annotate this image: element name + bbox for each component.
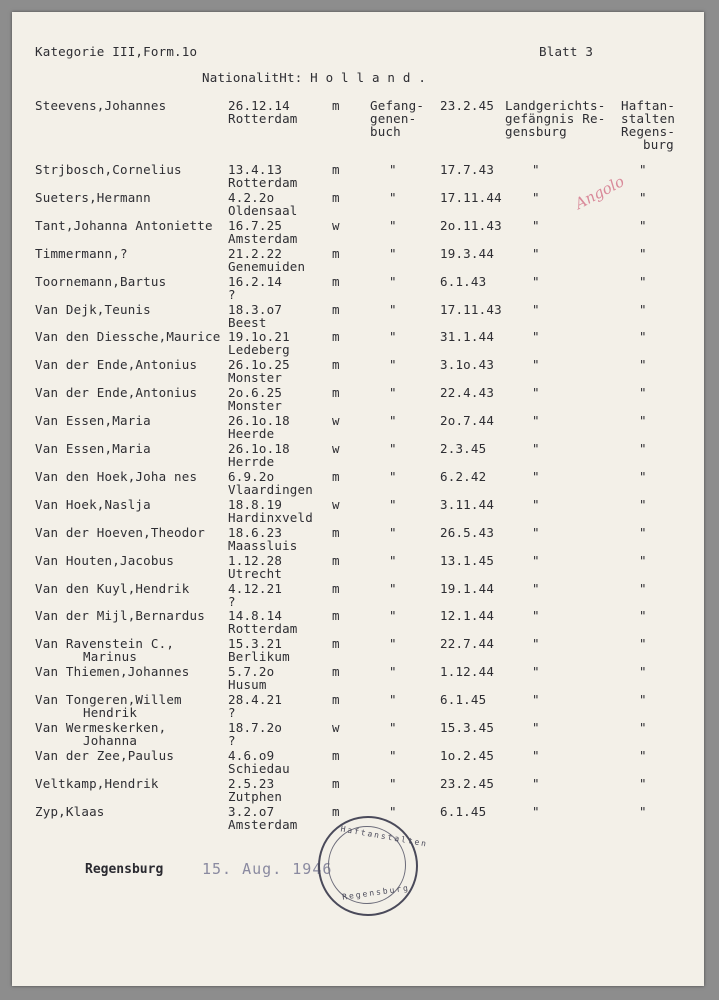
row-haft-ditto: " [639, 775, 647, 791]
row-birth-date: 15.3.21 [228, 636, 283, 652]
first-row-name: Steevens,Johannes [35, 98, 167, 113]
row-name: Van Essen,Maria [35, 413, 151, 429]
row-haft-ditto: " [639, 496, 647, 512]
row-birth-date: 18.7.2o [228, 720, 283, 735]
row-book-ditto: " [389, 580, 397, 596]
row-land-ditto: " [532, 636, 540, 652]
row-land-ditto: " [532, 189, 540, 205]
table-row [12, 720, 704, 748]
table-row [12, 441, 704, 469]
row-date: 1.12.44 [440, 664, 495, 680]
row-name: Toornemann,Bartus [35, 273, 167, 289]
row-birth-place: Husum [228, 677, 267, 693]
row-haft-ditto: " [639, 692, 647, 708]
row-haft-ditto: " [639, 524, 647, 540]
row-land-ditto: " [532, 664, 540, 680]
table-row [12, 553, 704, 581]
row-haft-ditto: " [639, 803, 647, 819]
row-name: Van den Hoek,Joha nes [35, 468, 198, 484]
row-haft-ditto: " [639, 329, 647, 345]
row-name: Van der Ende,Antonius [35, 385, 198, 401]
row-book-ditto: " [389, 636, 397, 652]
row-birth-date: 4.2.2o [228, 189, 275, 205]
row-book-ditto: " [389, 245, 397, 261]
row-name-continued: Johanna [83, 733, 138, 748]
row-date: 2o.11.43 [440, 217, 502, 233]
row-date: 2.3.45 [440, 441, 487, 456]
row-haft-ditto: " [639, 747, 647, 763]
row-sex: w [332, 720, 340, 735]
row-birth-date: 16.7.25 [228, 217, 283, 233]
row-sex: m [332, 468, 340, 484]
row-birth-place: Rotterdam [228, 621, 298, 637]
row-birth-date: 13.4.13 [228, 162, 283, 177]
row-sex: w [332, 217, 340, 233]
row-birth-place: ? [228, 705, 236, 721]
table-row [12, 748, 704, 776]
row-name: Zyp,Klaas [35, 803, 105, 819]
column-book-line1: Gefang- [370, 98, 425, 113]
row-sex: m [332, 245, 340, 261]
row-land-ditto: " [532, 775, 540, 791]
row-land-ditto: " [532, 357, 540, 373]
official-stamp [318, 816, 429, 916]
row-birth-date: 3.2.o7 [228, 803, 275, 819]
row-haft-ditto: " [639, 162, 647, 177]
column-land-line3: gensburg [505, 124, 567, 139]
row-date: 13.1.45 [440, 552, 495, 568]
table-row [12, 525, 704, 553]
row-book-ditto: " [389, 189, 397, 205]
row-birth-place: ? [228, 593, 236, 609]
row-name: Van der Ende,Antonius [35, 357, 198, 373]
row-date: 17.7.43 [440, 162, 495, 177]
stamp-text-top: Haftanstalten [339, 824, 429, 849]
row-name: Van Ravenstein C., [35, 636, 175, 652]
row-sex: m [332, 775, 340, 791]
row-sex: w [332, 413, 340, 429]
row-haft-ditto: " [639, 273, 647, 289]
row-land-ditto: " [532, 803, 540, 819]
table-row [12, 413, 704, 441]
row-land-ditto: " [532, 747, 540, 763]
row-date: 1o.2.45 [440, 747, 495, 763]
row-book-ditto: " [389, 468, 397, 484]
row-name: Timmermann,? [35, 245, 128, 261]
row-date: 26.5.43 [440, 524, 495, 540]
row-sex: m [332, 524, 340, 540]
row-haft-ditto: " [639, 189, 647, 205]
row-sex: m [332, 803, 340, 819]
table-row [12, 357, 704, 385]
row-sex: m [332, 189, 340, 205]
row-sex: m [332, 692, 340, 708]
row-name: Sueters,Hermann [35, 189, 151, 205]
row-haft-ditto: " [639, 301, 647, 317]
row-sex: m [332, 162, 340, 177]
row-book-ditto: " [389, 720, 397, 735]
row-birth-date: 18.6.23 [228, 524, 283, 540]
column-book-line2: genen- [370, 111, 417, 126]
row-birth-date: 2.5.23 [228, 775, 275, 791]
row-birth-place: Maassluis [228, 537, 298, 553]
nationality-heading: NationalitHt: H o l l a n d . [202, 70, 427, 85]
row-book-ditto: " [389, 357, 397, 373]
first-row-sex: m [332, 98, 340, 113]
row-birth-date: 2o.6.25 [228, 385, 283, 401]
first-row-date: 26.12.14 [228, 98, 290, 113]
row-birth-place: Beest [228, 314, 267, 330]
first-row-place: Rotterdam [228, 111, 298, 126]
row-haft-ditto: " [639, 664, 647, 680]
row-haft-ditto: " [639, 608, 647, 624]
row-haft-ditto: " [639, 468, 647, 484]
row-sex: m [332, 747, 340, 763]
row-book-ditto: " [389, 496, 397, 512]
row-name: Van Houten,Jacobus [35, 552, 175, 568]
row-book-ditto: " [389, 162, 397, 177]
row-land-ditto: " [532, 552, 540, 568]
row-date: 17.11.44 [440, 189, 502, 205]
row-book-ditto: " [389, 664, 397, 680]
row-birth-date: 1.12.28 [228, 552, 283, 568]
table-row [12, 692, 704, 720]
row-haft-ditto: " [639, 580, 647, 596]
row-birth-place: Berlikum [228, 649, 290, 665]
row-sex: w [332, 441, 340, 456]
row-name: Strjbosch,Cornelius [35, 162, 182, 177]
row-birth-date: 26.1o.18 [228, 413, 290, 429]
row-haft-ditto: " [639, 552, 647, 568]
table-row [12, 274, 704, 302]
row-birth-date: 28.4.21 [228, 692, 283, 708]
row-book-ditto: " [389, 385, 397, 401]
row-birth-date: 4.12.21 [228, 580, 283, 596]
row-land-ditto: " [532, 217, 540, 233]
row-birth-date: 26.1o.18 [228, 441, 290, 456]
row-name-continued: Hendrik [83, 705, 138, 721]
row-date: 6.1.45 [440, 692, 487, 708]
row-sex: w [332, 496, 340, 512]
row-name: Van den Kuyl,Hendrik [35, 580, 190, 596]
row-birth-date: 6.9.2o [228, 468, 275, 484]
row-land-ditto: " [532, 301, 540, 317]
row-land-ditto: " [532, 273, 540, 289]
row-birth-date: 4.6.o9 [228, 747, 275, 763]
row-haft-ditto: " [639, 720, 647, 735]
row-birth-place: ? [228, 286, 236, 302]
row-birth-place: Zutphen [228, 788, 283, 804]
row-land-ditto: " [532, 692, 540, 708]
row-name-continued: Marinus [83, 649, 138, 665]
document-page [12, 12, 704, 986]
column-haft-line2: stalten [621, 111, 676, 126]
row-birth-place: Utrecht [228, 565, 283, 581]
row-haft-ditto: " [639, 636, 647, 652]
row-book-ditto: " [389, 441, 397, 456]
row-land-ditto: " [532, 162, 540, 177]
row-land-ditto: " [532, 413, 540, 429]
row-book-ditto: " [389, 413, 397, 429]
row-land-ditto: " [532, 580, 540, 596]
table-row [12, 246, 704, 274]
row-haft-ditto: " [639, 413, 647, 429]
row-book-ditto: " [389, 775, 397, 791]
row-land-ditto: " [532, 441, 540, 456]
sheet-number: Blatt 3 [539, 44, 594, 59]
row-name: Van Essen,Maria [35, 441, 151, 456]
row-date: 3.11.44 [440, 496, 495, 512]
row-book-ditto: " [389, 747, 397, 763]
row-date: 19.3.44 [440, 245, 495, 261]
row-birth-place: Vlaardingen [228, 481, 313, 497]
row-book-ditto: " [389, 524, 397, 540]
row-birth-place: ? [228, 733, 236, 748]
row-land-ditto: " [532, 720, 540, 735]
row-birth-date: 5.7.2o [228, 664, 275, 680]
table-row [12, 302, 704, 330]
row-sex: m [332, 329, 340, 345]
row-sex: m [332, 580, 340, 596]
row-birth-date: 14.8.14 [228, 608, 283, 624]
table-row [12, 664, 704, 692]
row-birth-place: Monster [228, 398, 283, 414]
row-name: Van der Hoeven,Theodor [35, 524, 205, 540]
column-haft-line1: Haftan- [621, 98, 676, 113]
row-name: Van Tongeren,Willem [35, 692, 182, 708]
row-name: Van den Diessche,Maurice [35, 329, 221, 345]
row-birth-place: Amsterdam [228, 816, 298, 832]
row-date: 19.1.44 [440, 580, 495, 596]
row-haft-ditto: " [639, 385, 647, 401]
table-row [12, 497, 704, 525]
row-book-ditto: " [389, 329, 397, 345]
row-sex: m [332, 608, 340, 624]
row-land-ditto: " [532, 608, 540, 624]
row-birth-place: Ledeberg [228, 342, 290, 358]
row-name: Van der Mijl,Bernardus [35, 608, 205, 624]
row-birth-place: Rotterdam [228, 175, 298, 190]
row-book-ditto: " [389, 608, 397, 624]
row-sex: m [332, 385, 340, 401]
row-date: 2o.7.44 [440, 413, 495, 429]
row-name: Van der Zee,Paulus [35, 747, 175, 763]
row-land-ditto: " [532, 468, 540, 484]
table-row [12, 636, 704, 664]
row-date: 22.7.44 [440, 636, 495, 652]
row-haft-ditto: " [639, 245, 647, 261]
row-sex: m [332, 273, 340, 289]
column-haft-line4: burg [643, 137, 674, 152]
row-birth-date: 18.3.o7 [228, 301, 283, 317]
row-birth-place: Genemuiden [228, 258, 306, 274]
table-row [12, 776, 704, 804]
row-book-ditto: " [389, 217, 397, 233]
row-date: 6.2.42 [440, 468, 487, 484]
row-land-ditto: " [532, 329, 540, 345]
table-row [12, 329, 704, 357]
row-name: Van Dejk,Teunis [35, 301, 151, 317]
row-birth-place: Heerde [228, 426, 275, 442]
row-name: Van Wermeskerken, [35, 720, 167, 735]
first-row-date2: 23.2.45 [440, 98, 495, 113]
stamp-text-bottom: Regensburg [341, 883, 411, 902]
row-name: Tant,Johanna Antoniette [35, 217, 213, 233]
table-row [12, 218, 704, 246]
row-sex: m [332, 664, 340, 680]
row-sex: m [332, 301, 340, 317]
row-birth-date: 16.2.14 [228, 273, 283, 289]
row-land-ditto: " [532, 496, 540, 512]
row-birth-place: Amsterdam [228, 230, 298, 246]
row-date: 31.1.44 [440, 329, 495, 345]
table-row [12, 581, 704, 609]
table-row [12, 385, 704, 413]
row-birth-date: 21.2.22 [228, 245, 283, 261]
row-date: 6.1.45 [440, 803, 487, 819]
row-date: 12.1.44 [440, 608, 495, 624]
row-name: Van Thiemen,Johannes [35, 664, 190, 680]
row-book-ditto: " [389, 803, 397, 819]
row-land-ditto: " [532, 385, 540, 401]
row-book-ditto: " [389, 273, 397, 289]
footer-city: Regensburg [85, 862, 164, 877]
row-date: 23.2.45 [440, 775, 495, 791]
row-birth-place: Monster [228, 370, 283, 386]
row-book-ditto: " [389, 692, 397, 708]
row-birth-date: 18.8.19 [228, 496, 283, 512]
row-book-ditto: " [389, 301, 397, 317]
table-row [12, 608, 704, 636]
row-date: 17.11.43 [440, 301, 502, 317]
row-date: 6.1.43 [440, 273, 487, 289]
column-haft-line3: Regens- [621, 124, 676, 139]
table-row [12, 469, 704, 497]
row-date: 22.4.43 [440, 385, 495, 401]
row-land-ditto: " [532, 245, 540, 261]
row-land-ditto: " [532, 524, 540, 540]
row-birth-date: 26.1o.25 [228, 357, 290, 373]
row-sex: m [332, 357, 340, 373]
row-haft-ditto: " [639, 441, 647, 456]
category-label: Kategorie III,Form.1o [35, 44, 198, 59]
row-name: Veltkamp,Hendrik [35, 775, 159, 791]
column-land-line1: Landgerichts- [505, 98, 606, 113]
row-sex: m [332, 636, 340, 652]
row-birth-place: Hardinxveld [228, 509, 313, 525]
date-stamp: 15. Aug. 1946 [202, 860, 333, 878]
row-birth-date: 19.1o.21 [228, 329, 290, 345]
row-haft-ditto: " [639, 357, 647, 373]
row-book-ditto: " [389, 552, 397, 568]
column-land-line2: gefängnis Re- [505, 111, 606, 126]
pencil-annotation: Angolo [572, 172, 628, 213]
row-name: Van Hoek,Naslja [35, 496, 151, 512]
row-date: 3.1o.43 [440, 357, 495, 373]
row-sex: m [332, 552, 340, 568]
row-birth-place: Oldensaal [228, 202, 298, 218]
column-book-line3: buch [370, 124, 401, 139]
row-haft-ditto: " [639, 217, 647, 233]
row-birth-place: Herrde [228, 454, 275, 469]
row-birth-place: Schiedau [228, 760, 290, 776]
row-date: 15.3.45 [440, 720, 495, 735]
